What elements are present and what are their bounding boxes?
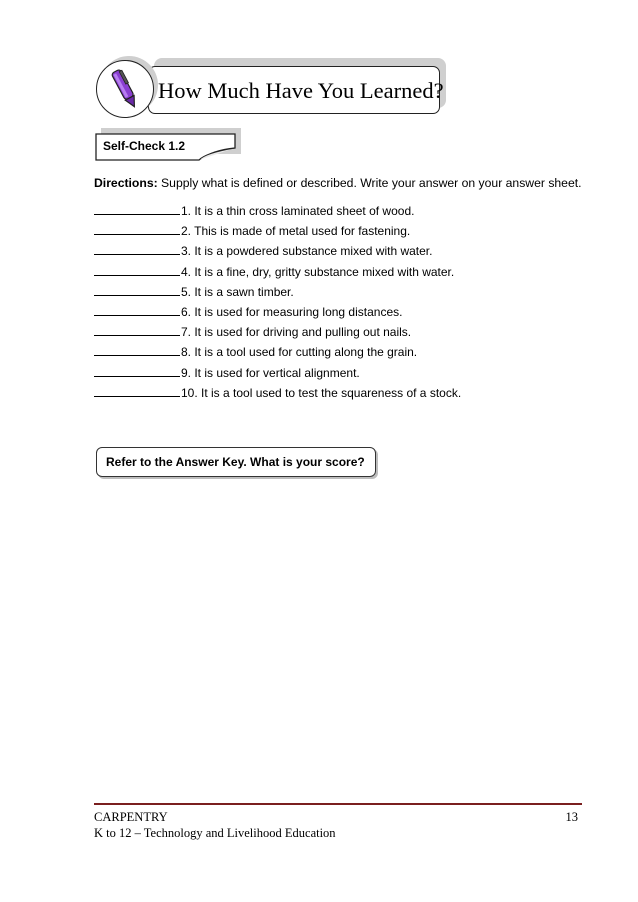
question-text: 9. It is used for vertical alignment. [181, 365, 360, 380]
footer-rule [94, 803, 582, 805]
self-check-tag [95, 128, 245, 162]
directions-text: Supply what is defined or described. Write your answer on your answer sheet. [157, 176, 582, 190]
pen-icon [105, 67, 145, 111]
question-text: 2. This is made of metal used for fastening. [181, 224, 411, 239]
directions-label: Directions: [94, 176, 158, 190]
question-item [94, 322, 461, 342]
question-item [94, 262, 461, 282]
answer-blank[interactable] [94, 383, 180, 397]
answer-blank[interactable] [94, 241, 180, 255]
question-text: 4. It is a fine, dry, gritty substance mixed with water. [181, 264, 455, 279]
self-check-label: Self-Check 1.2 [103, 139, 186, 153]
question-text: 1. It is a thin cross laminated sheet of wood. [181, 204, 415, 218]
question-text: 6. It is used for measuring long distances. [181, 304, 403, 319]
question-item [94, 221, 461, 241]
question-text: 10. It is a tool used to test the squareness of a stock. [181, 385, 462, 400]
directions [94, 176, 582, 190]
page-number: 13 [565, 810, 578, 824]
question-text: 3. It is a powdered substance mixed with water. [181, 244, 433, 259]
question-item [94, 241, 461, 261]
question-item [94, 383, 461, 403]
answer-blank[interactable] [94, 282, 180, 296]
question-item [94, 201, 461, 221]
answer-blank[interactable] [94, 302, 180, 316]
answer-blank[interactable] [94, 262, 180, 276]
question-text: 8. It is a tool used for cutting along the grain. [181, 345, 418, 360]
answer-blank[interactable] [94, 322, 180, 336]
answer-blank[interactable] [94, 342, 180, 356]
question-item [94, 282, 461, 302]
question-text: 5. It is a sawn timber. [181, 284, 294, 299]
question-text: 7. It is used for driving and pulling out nails. [181, 325, 412, 340]
pen-icon-badge [96, 60, 154, 118]
answer-blank[interactable] [94, 201, 180, 215]
question-item [94, 302, 461, 322]
question-item [94, 363, 461, 383]
answer-blank[interactable] [94, 221, 180, 235]
score-prompt-box [96, 447, 376, 477]
answer-blank[interactable] [94, 363, 180, 377]
footer-course: K to 12 – Technology and Livelihood Education [94, 826, 336, 840]
score-prompt: Refer to the Answer Key. What is your score? [106, 455, 365, 469]
question-item [94, 342, 461, 362]
page-title: How Much Have You Learned? [158, 78, 444, 103]
footer-subject: CARPENTRY [94, 810, 168, 824]
lesson-banner [96, 58, 448, 120]
question-list [94, 201, 461, 403]
